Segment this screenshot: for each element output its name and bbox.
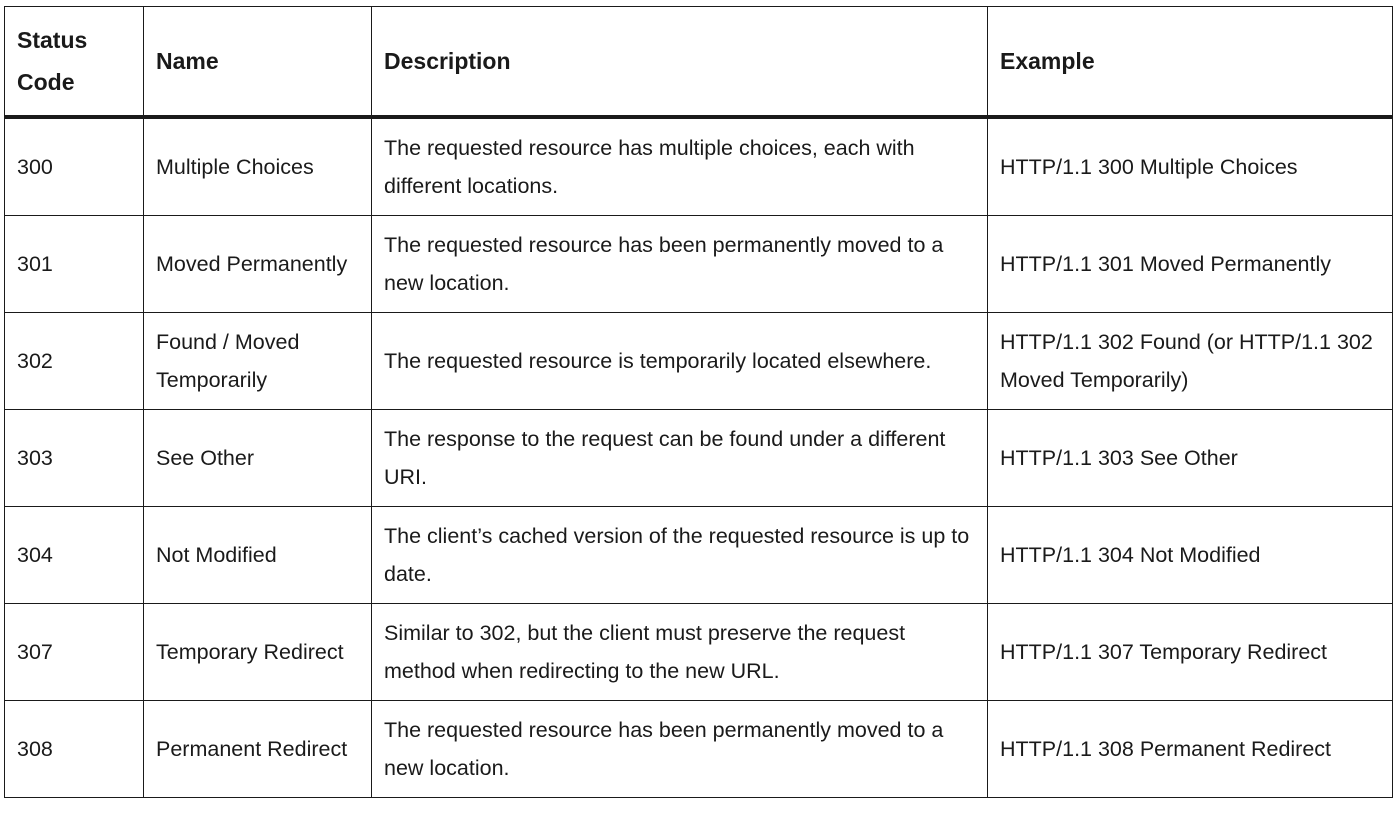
- cell-name: Permanent Redirect: [144, 701, 372, 798]
- cell-code: 307: [5, 604, 144, 701]
- status-code-table: [4, 6, 1393, 798]
- cell-name: Multiple Choices: [144, 117, 372, 216]
- cell-code: 304: [5, 507, 144, 604]
- cell-description: The requested resource has been permanently moved to a new location.: [372, 216, 988, 313]
- cell-name: Found / Moved Temporarily: [144, 313, 372, 410]
- status-code-table-container: [4, 6, 1392, 798]
- table-row: [5, 604, 1393, 701]
- table-row: [5, 507, 1393, 604]
- table-body: [5, 117, 1393, 798]
- cell-description: The response to the request can be found under a different URI.: [372, 410, 988, 507]
- header-name: Name: [144, 7, 372, 118]
- cell-code: 302: [5, 313, 144, 410]
- cell-example: HTTP/1.1 308 Permanent Redirect: [988, 701, 1393, 798]
- table-row: [5, 216, 1393, 313]
- cell-name: Temporary Redirect: [144, 604, 372, 701]
- cell-example: HTTP/1.1 302 Found (or HTTP/1.1 302 Moved Temporarily): [988, 313, 1393, 410]
- table-row: [5, 117, 1393, 216]
- header-row: [5, 7, 1393, 118]
- cell-example: HTTP/1.1 307 Temporary Redirect: [988, 604, 1393, 701]
- cell-code: 308: [5, 701, 144, 798]
- cell-example: HTTP/1.1 303 See Other: [988, 410, 1393, 507]
- cell-name: Not Modified: [144, 507, 372, 604]
- cell-description: The requested resource has multiple choices, each with different locations.: [372, 117, 988, 216]
- cell-code: 301: [5, 216, 144, 313]
- cell-code: 300: [5, 117, 144, 216]
- header-example: Example: [988, 7, 1393, 118]
- cell-description: Similar to 302, but the client must preserve the request method when redirecting to the new URL.: [372, 604, 988, 701]
- cell-example: HTTP/1.1 300 Multiple Choices: [988, 117, 1393, 216]
- cell-example: HTTP/1.1 301 Moved Permanently: [988, 216, 1393, 313]
- cell-description: The requested resource is temporarily located elsewhere.: [372, 313, 988, 410]
- table-row: [5, 313, 1393, 410]
- header-description: Description: [372, 7, 988, 118]
- cell-name: Moved Permanently: [144, 216, 372, 313]
- cell-example: HTTP/1.1 304 Not Modified: [988, 507, 1393, 604]
- header-status-code: Status Code: [5, 7, 144, 118]
- cell-description: The requested resource has been permanently moved to a new location.: [372, 701, 988, 798]
- cell-description: The client’s cached version of the requested resource is up to date.: [372, 507, 988, 604]
- cell-name: See Other: [144, 410, 372, 507]
- table-header: [5, 7, 1393, 118]
- table-row: [5, 410, 1393, 507]
- table-row: [5, 701, 1393, 798]
- cell-code: 303: [5, 410, 144, 507]
